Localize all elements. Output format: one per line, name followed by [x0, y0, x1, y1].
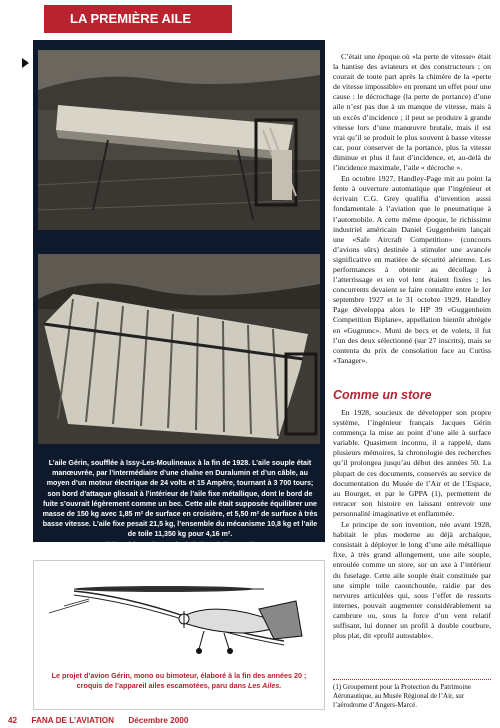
triangle-bullet-icon — [22, 58, 29, 68]
section-title: LA PREMIÈRE AILE — [70, 11, 192, 26]
page-footer — [8, 714, 492, 727]
article-column-top — [333, 52, 491, 367]
article-paragraph-2: En octobre 1927, Handley-Page mit au point la fente à ouverture automatique que l’ingénieur et écrivain C.G. Grey qualifia d’invention aussi fondamentale à l’aviation que le pneumatique à l’automobile. A cette même époque, le richissime industriel américain Daniel Guggenheim lançait une «Safe Aircraft Competition» (concours d’avions sûrs) destinée à stimuler une avancée significative en matière de sécurité aérienne. Les performances à obtenir au décollage à l’atterrissage et en vol lent étaient fixées ; les concurrents devaient se faire connaître entre le 1er septembre 1927 et le 31 octobre 1929. Handley Page développa alors le HP 39 «Guggenheim Competition Biplane», appellation bientôt abrégée en «Gugnunc». Muni de becs et de volets, il fut l’un des deux sélectionné (sur 27 inscrits), mais se contenta du prix de consolation face au Curtiss «Tanager». — [333, 174, 491, 365]
drawing-caption-journal: Les Ailes. — [248, 681, 282, 690]
article-paragraph-3: En 1928, soucieux de développer son propre système, l’ingénieur français Jacques Gérin commença la mise au point d’une aile à surface variable. Quasiment inconnu, il a rappelé, dans plusieurs mémoires, la chronologie des recherches qu’il prolongea jusqu’au début des années 50. La plupart de ces documents, conservés au service de documentation du Musée de l’Air et de l’Espace, au Bourget, et par le GPPA (1), permettent de retracer son histoire en laissant entrevoir une personnalité imaginative et enflammée. — [333, 408, 491, 518]
drawing-caption-text: Le projet d’avion Gérin, mono ou bimoteur, élaboré à la fin des années 20 ; croquis de l’appareil ailes escamotées, paru dans — [51, 671, 307, 690]
aircraft-sketch — [34, 561, 324, 671]
magazine-name: FANA DE L’AVIATION — [31, 716, 115, 725]
photo-caption-text: L’aile Gérin, soufflée à Issy-Les-Moulineaux à la fin de 1928. L’aile souple était manœuvrée, par l’intermédiaire d’une chaîne en Duralumin et d’un câble, au moyen d’un moteur électrique de 24 volts et 15 Ampère, tournant à 3 700 tours; son bord d’attaque glissait à l’intérieur de l’aile fixe métallique, dont le bord de fuite s’ouvrait légèrement comme un bec. Cette aile était supposée équilibrer une masse de 150 kg avec 1,85 m² de surface en croisière, et 5,50 m² de surface à très basse vitesse. L’aile fixe pesait 21,5 kg, l’ensemble du mécanisme 10,8 kg et l’aile de toile 11,350 kg pour 4,16 m². — [42, 459, 318, 539]
article-paragraph-4: Le principe de son invention, née avant 1928, habitait le plus moderne au déjà archaïque, consistait à déployer le long d’une aile métallique fixe, à très grand allongement, une aile souple, enroulée comme un store, sur un axe à l’intérieur du fuselage. Cette aile souple était constituée par une simple toile caoutchoutée, raidie par des nervures articulées qui, sous l’effet de ressorts internes, pouvait augmenter considérablement sa cambrure ou, sous la force d’un vent relatif suffisant, lui donner un profil à double courbure, plus plat, dit «profil autostable». — [333, 520, 491, 641]
photo-wing-deployed — [38, 254, 320, 444]
article-column-bottom — [333, 408, 491, 642]
footnote-divider — [333, 679, 491, 680]
page-number: 42 — [8, 716, 18, 725]
article-paragraph-1: C’était une époque où «la perte de vitesse» était la hantise des aviateurs et des constructeurs ; on courait de toute part après la chimère de la «perte de vitesse impossible» en prenant un effet pour une cause : le décrochage (la perte de portance) d’une aile n’est pas due à un manque de vitesse, mais à un excès d’incidence ; il peut se produire à grande vitesse lors d’une manœuvre brutale, mais il est vrai qu’il se produit le plus souvent à basse vitesse car, pour conserver de la portance, plus la vitesse diminue et plus il faut d’incidence, et, au-delà de l’incidence maximale, l’aile « décroche ». — [333, 52, 491, 173]
photo-panel — [33, 40, 325, 549]
drawing-panel — [33, 560, 325, 710]
photo-caption — [40, 458, 320, 550]
article-subheading: Comme un store — [333, 388, 432, 402]
footnote: (1) Groupement pour la Protection du Patrimoine Aéronautique, au Musée Régional de l’Air, sur l’aérodrome d’Angers-Marcé. — [333, 683, 472, 709]
section-header — [44, 5, 232, 33]
photo-credit: (Photothèque du Musée de l’Air et de l’Espace) — [105, 540, 255, 549]
issue-date: Décembre 2000 — [128, 716, 189, 725]
drawing-caption — [38, 671, 320, 691]
photo-wing-retracted — [38, 50, 320, 230]
